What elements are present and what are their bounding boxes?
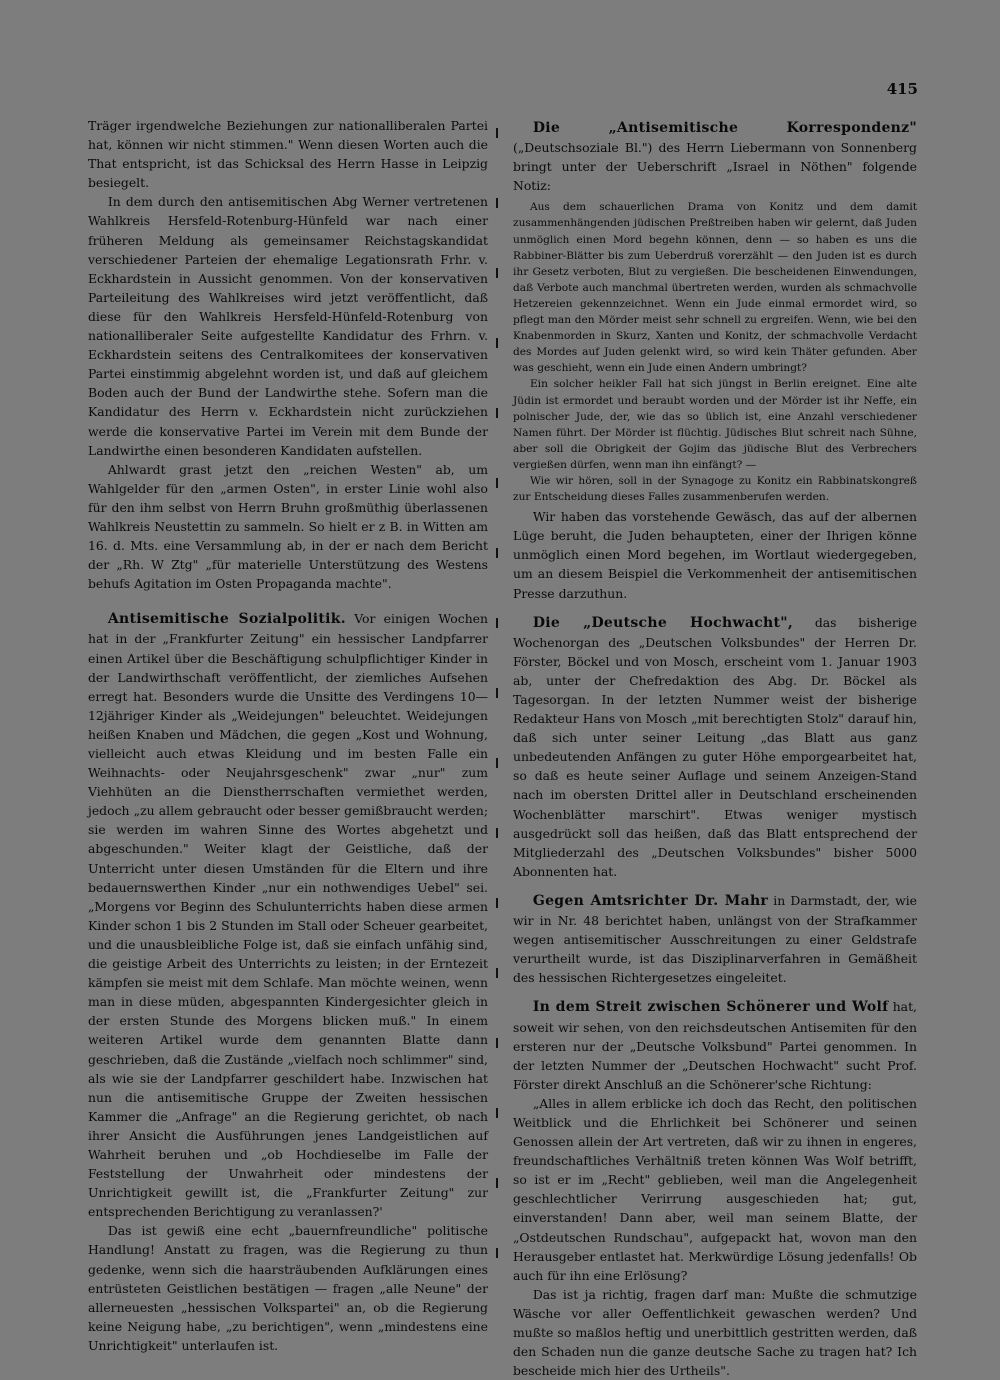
paragraph-text: („Deutschsoziale Bl.") des Herrn Liebermann von Sonnenberg bringt unter der Ueberschrift „Israel in Nöthen" folgende Notiz: (513, 140, 917, 194)
paragraph: „Alles in allem erblicke ich doch das Recht, den politischen Weitblick und die Ehrlichkeit bei Schönerer und seinen Genossen allein der Art vertreten, daß wir zu ihnen in engeres, freundschaftliches Verhältniß treten können Was Wolf betrifft, so ist er im „Recht" geblieben, weil man die Angelegenheit geschlechtlicher Verirrung ausgeschieden hat; gut, einverstanden! Dann aber, weil man seinem Blatte, der „Ostdeutschen Rundschau", aufgepackt hat, wovon man den Herausgeber entlastet hat. Merkwürdige Lösung jedenfalls! Ob auch für ihn eine Erlösung? (513, 1095, 917, 1283)
quote-paragraph: Ein solcher heikler Fall hat sich jüngst in Berlin ereignet. Eine alte Jüdin ist ermordet und beraubt worden und der Mörder ist ihr Neffe, ein polnischer Jude, der, wie das so üblich ist, eine Anzahl verschiedener Namen führt. Der Mörder ist flüchtig. Jüdisches Blut schreit nach Sühne, aber soll die Obrigkeit der Gojim das jüdische Blut des Verbrechers vergießen dürfen, wenn man ihn einfängt? — (513, 378, 917, 471)
paragraph: Das ist gewiß eine echt „bauernfreundliche" politische Handlung! Anstatt zu fragen, was die Regierung zu thun gedenke, wenn sich die haarsträubenden Aufklärungen eines entrüsteten Geistlichen bestätigen — fragen „alle Neune" der allerneuesten „hessischen Volkspartei" an, ob die Regierung keine Neigung habe, „zu berichtigen", wenn „mindestens eine Unrichtigkeit" unterlaufen ist. (88, 1223, 488, 1353)
paragraph: In dem durch den antisemitischen Abg Werner vertretenen Wahlkreis Hersfeld-Rotenburg-Hünfeld war nach einer früheren Meldung als gemeinsamer Reichstagskandidat verschiedener Parteien der ehemalige Legationsrath Frhr. v. Eckhardstein in Aussicht genommen. Von der konservativen Parteileitung des Wahlkreises wird jetzt veröffentlicht, daß diese für den Wahlkreis Hersfeld-Hünfeld-Rotenburg von nationalliberaler Seite aufgestellte Kandidatur des Frhrn. v. Eckhardstein seitens des Centralkomitees der konservativen Partei einstimmig abgelehnt worden ist, und daß auf gleichem Boden auch der Bund der Landwirthe stehe. Sofern man die Kandidatur des Herrn v. Eckhardstein nicht zurückziehen werde die konservative Partei im Verein mit dem Bunde der Landwirthe einen besonderen Kandidaten aufstellen. (88, 194, 488, 458)
paragraph: Ahlwardt grast jetzt den „reichen Westen" ab, um Wahlgelder für den „armen Osten", in erster Linie wohl also für den ihm selbst von Herrn Bruhn großmüthig überlassenen Wahlkreis Neustettin zu sammeln. So hielt er z B. in Witten am 16. d. Mts. eine Versammlung ab, in der er nach dem Bericht der „Rh. W Ztg" „für materielle Unterstützung des Westens behufs Agitation im Osten Propaganda machte". (88, 461, 488, 592)
section-heading: Gegen Amtsrichter Dr. Mahr (532, 892, 769, 909)
section-heading: Die „Antisemitische Korrespondenz" (532, 120, 917, 136)
section-heading: Antisemitische Sozialpolitik. (107, 611, 346, 628)
article-hochwacht (513, 613, 917, 881)
article-schoenerer-wolf (513, 997, 917, 1093)
section-heading: In dem Streit zwischen Schönerer und Wolf (532, 999, 889, 1016)
article-social-policy (88, 609, 488, 1221)
paragraph-text: in Darmstadt, der, wie wir in Nr. 48 berichtet haben, unlängst von der Strafkammer wegen antisemitischer Ausschreitungen zu einer Geldstrafe verurtheilt wurde, ist das Disziplinarverfahren in Gemäßheit des hessischen Richtergesetzes eingeleitet. (513, 892, 917, 986)
paragraph-text: hat, soweit wir sehen, von den reichsdeutschen Antisemiten für den ersteren nur der „Deutsche Volksbund" Partei genommen. In der letzten Nummer der „Deutschen Hochwacht" sucht Prof. Förster direkt Anschluß an die Schönerer'sche Richtung: (513, 999, 917, 1092)
paragraph-text: Vor einigen Wochen hat in der „Frankfurter Zeitung" ein hessischer Landpfarrer einen Artikel über die Beschäftigung schulpflichtiger Kinder in der Landwirthschaft veröffentlicht, der ziemliches Aufsehen erregt hat. Besonders wurde die Unsitte des Verdingens 10—12jähriger Kinder als „Weidejungen" beleuchtet. Weidejungen heißen Knaben und Mädchen, die gegen „Kost und Wohnung, vielleicht auch etwas Kleidung und im besten Falle ein Weihnachts- oder Neujahrsgeschenk" zwar „nur" zum Viehhüten an die Dienstherrschaften vermiethet werden, jedoch „zu allem gebraucht oder besser gemißbraucht werden; sie werden im wahren Sinne des Wortes abgehetzt und abgeschunden." Weiter klagt der Geistliche, daß der Unterricht unter diesen Umständen für die Eltern und ihre bedauernswerthen Kinder „nur ein nothwendiges Uebel" sei. „Morgens vor Beginn des Schulunterrichts haben diese armen Kinder schon 1 bis 2 Stunden im Stall oder Scheuer gearbeitet, und die unausbleibliche Folge ist, daß sie einfach unfähig sind, die geistige Arbeit des Unterrichts zu leisten; in der Erntezeit kämpfen sie meist mit dem Schlafe. Man möchte weinen, wenn man in diese müden, abgespannten Kindergesichter gleich in der ersten Stunde des Morgens blicken muß." In einem weiteren Artikel wurde dem genannten Blatte dann geschrieben, daß die Zustände „vielfach noch schlimmer" sind, als wie sie der Landpfarrer geschildert habe. Inzwischen hat nun die antisemitische Gruppe der Zweiten hessischen Kammer die „Anfrage" an die Regierung gerichtet, ob nach ihrer Ansicht die Ausführungen jenes Landgeistlichen auf Wahrheit beruhen und „ob Hochdieselbe im Falle der Feststellung der Unwahrheit oder mindestens der Unrichtigkeit gewillt ist, die „Frankfurter Zeitung" zur entsprechenden Berichtigung zu veranlassen?' (88, 611, 488, 1220)
page-number: 415 (886, 80, 918, 98)
right-column (513, 118, 917, 1380)
article-correspondence (513, 118, 917, 195)
left-column (88, 116, 488, 1355)
column-divider (496, 128, 498, 1308)
quote-paragraph: Aus dem schauerlichen Drama von Konitz und dem damit zusammenhängenden jüdischen Preßtreiben haben wir gelernt, daß Juden unmöglich einen Mord begehn können, denn — so haben es uns die Rabbiner-Blätter bis zum Ueberdruß vorerzählt — den Juden ist es durch ihr Gesetz verboten, Blut zu vergießen. Die bescheidenen Einwendungen, daß Verbote auch manchmal übertreten werden, wurden als schmachvolle Hetzereien gekennzeichnet. Wenn ein Jude einmal ermordet wird, so pflegt man den Mörder meist sehr schnell zu ergreifen. Wenn, wie bei den Knabenmorden in Skurz, Xanten und Konitz, der schmachvolle Verdacht des Mordes auf Juden gelenkt wird, so wird kein Thäter gefunden. Aber was geschieht, wenn ein Jude einen Andern umbringt? (513, 201, 917, 375)
section-heading: Die „Deutsche Hochwacht", (532, 614, 794, 631)
paragraph: Wir haben das vorstehende Gewäsch, das auf der albernen Lüge beruht, die Juden behaupteten, einer der Ihrigen könne unmöglich einen Mord begehen, im Wortlaut wiedergegeben, um an diesem Beispiel die Verkommenheit der antisemitischen Presse darzuthun. (513, 509, 917, 601)
paragraph: Das ist ja richtig, fragen darf man: Mußte die schmutzige Wäsche vor aller Oeffentlichkeit gewaschen werden? Und mußte so maßlos heftig und unerbittlich gestritten werden, daß den Schaden nun die ganze deutsche Sache zu tragen hat? Ich bescheide mich hier des Urtheils". (513, 1286, 917, 1379)
article-mahr (513, 891, 917, 987)
quote-paragraph: Wie wir hören, soll in der Synagoge zu Konitz ein Rabbinatskongreß zur Entscheidung dieses Falles zusammenberufen werden. (513, 474, 917, 504)
quoted-notice (513, 199, 917, 505)
paragraph: Träger irgendwelche Beziehungen zur nationalliberalen Partei hat, können wir nicht stimmen." Wenn diesen Worten auch die That entspricht, ist das Schicksal des Herrn Hasse in Leipzig besiegelt. (88, 118, 488, 191)
paragraph-text: das bisherige Wochenorgan des „Deutschen Volksbundes" der Herren Dr. Förster, Böckel und von Mosch, erscheint vom 1. Januar 1903 ab, unter der Chefredaktion des Abg. Dr. Böckel als Tagesorgan. In der letzten Nummer weist der bisherige Redakteur Hans von Mosch „mit berechtigten Stolz" darauf hin, daß sich unter seiner Leitung „das Blatt aus ganz unbedeutenden Anfängen zu guter Höhe emporgearbeitet hat, so daß es heute seiner Auflage und seinem Anzeigen-Stand nach im obersten Drittel aller in Deutschland erscheinenden Wochenblätter marschirt". Etwas weniger mystisch ausgedrückt soll das heißen, daß das Blatt entsprechend der Mitgliederzahl des „Deutschen Volksbundes" bisher 5000 Abonnenten hat. (513, 614, 917, 879)
